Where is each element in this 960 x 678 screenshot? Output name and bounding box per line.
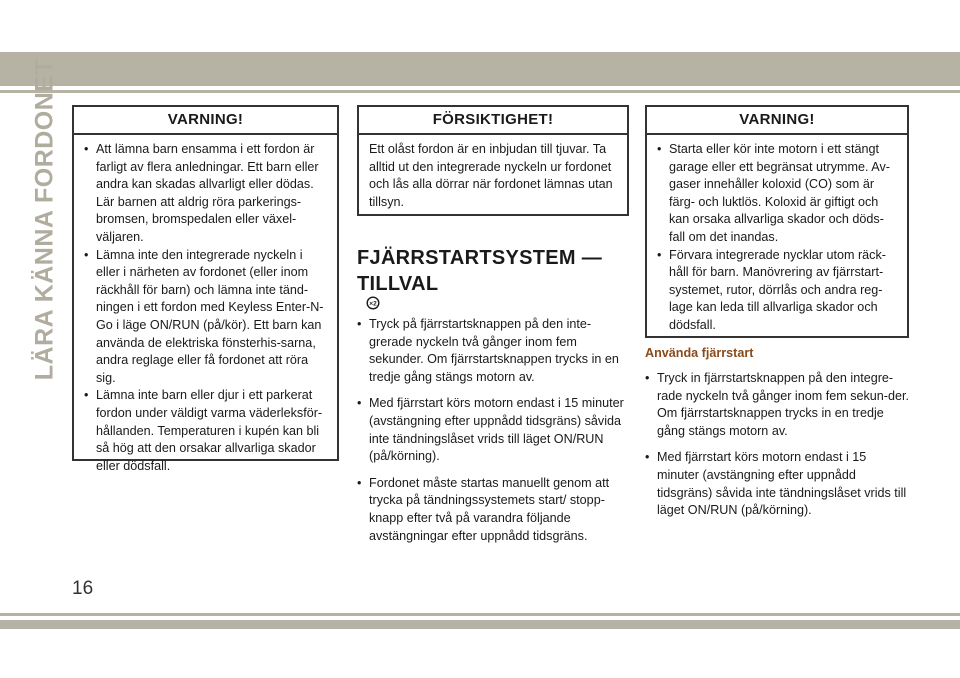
header-rule	[0, 90, 960, 93]
using-remote-list	[645, 370, 909, 529]
warning-item: • Att lämna barn ensamma i ett fordon är farligt av flera anledningar. Ett barn eller andra kan skadas allvarligt eller dödas. Lär barnen att aldrig röra parkerings-bromsen, bromspedalen eller växel-väljaren.	[84, 141, 325, 247]
list-item: • Tryck in fjärrstartsknappen på den integre-rade nyckeln två gånger inom fem sekun-der. Om fjärrstartsknappen trycks in en tredje gång stängs motorn av.	[645, 370, 909, 440]
warning-title: VARNING!	[647, 107, 907, 135]
warning-title: VARNING!	[74, 107, 337, 135]
caution-box	[357, 105, 629, 216]
warning-box-right	[645, 105, 909, 338]
section-title: FJÄRRSTARTSYSTEM — TILLVAL	[357, 247, 603, 295]
header-band	[0, 52, 960, 86]
remote-start-list	[357, 316, 629, 554]
caution-text: Ett olåst fordon är en inbjudan till tjuvar. Ta alltid ut den integrerade nyckeln ur fordonet och lås alla dörrar när fordonet lämnas utan tillsyn.	[369, 142, 613, 209]
warning-item: • Förvara integrerade nycklar utom räck-håll för barn. Manövrering av fjärrstart-systemet, rutor, dörrlås och andra reg-lage kan leda till allvarliga skador och dödsfall.	[657, 247, 895, 335]
remote-start-x2-icon	[366, 296, 380, 310]
footer-band	[0, 620, 960, 629]
caution-title: FÖRSIKTIGHET!	[359, 107, 627, 135]
svg-text:×2: ×2	[369, 300, 377, 308]
chapter-title: LÄRA KÄNNA FORDONET	[30, 58, 59, 380]
warning-item: • Lämna inte barn eller djur i ett parkerat fordon under väldigt varma väderleksför-hållanden. Temperaturen i kupén kan bli så hög att den orsakar allvarliga skador eller dödsfall.	[84, 387, 325, 475]
chapter-side-tab	[28, 58, 62, 380]
warning-item: • Lämna inte den integrerade nyckeln i eller i närheten av fordonet (eller inom räckhåll för barn) och lämna inte tänd-ningen i ett fordon med Keyless Enter-N-Go i läge ON/RUN (på/kör). Ett barn kan använda de elektriska fönsterhis-sarna, andra reglage eller få fordonet att röra sig.	[84, 247, 325, 388]
warning-box-left	[72, 105, 339, 473]
list-item: • Fordonet måste startas manuellt genom att trycka på tändningssystemets start/ stopp-knapp efter två på varandra följande avstängningar efter uppnådd tidsgräns.	[357, 475, 629, 545]
footer-rule	[0, 613, 960, 616]
warning-item: • Starta eller kör inte motorn i ett stängt garage eller ett begränsat utrymme. Av-gaser innehåller koloxid (CO) som är färg- och luktlös. Koloxid är giftigt och kan orsaka allvarliga skador och döds-fall om det inandas.	[657, 141, 895, 247]
page-number: 16	[72, 578, 94, 599]
list-item: • Med fjärrstart körs motorn endast i 15 minuter (avstängning efter uppnådd tidsgräns) såvida inte tändningslåset vrids till läget ON/RUN (på/körning).	[357, 395, 629, 465]
list-item: • Med fjärrstart körs motorn endast i 15 minuter (avstängning efter uppnådd tidsgräns) såvida inte tändningslåset vrids till läget ON/RUN (på/körning).	[645, 449, 909, 519]
subsection-title: Använda fjärrstart	[645, 346, 754, 360]
list-item: • Tryck på fjärrstartsknappen på den inte-grerade nyckeln två gånger inom fem sekunder. Om fjärrstartsknappen trycks in en tredje gång stängs motorn av.	[357, 316, 629, 386]
